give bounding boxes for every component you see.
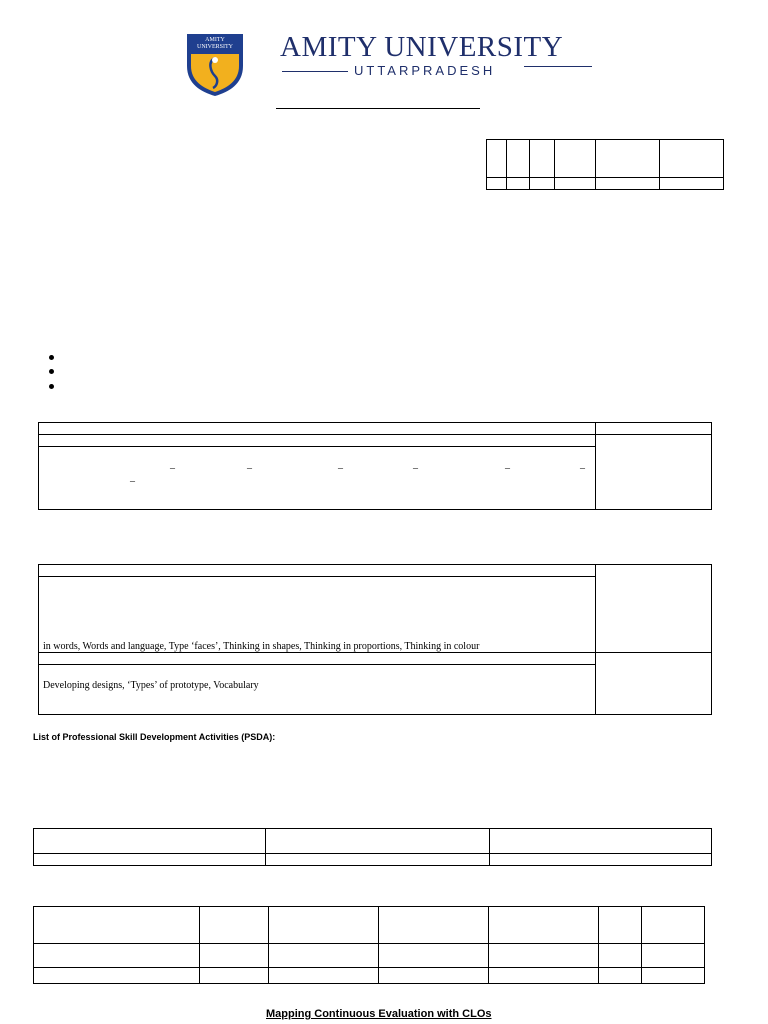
module-1-dash-1: _ bbox=[170, 459, 175, 470]
module-table-2 bbox=[38, 564, 712, 715]
course-credit-table bbox=[486, 139, 724, 190]
assessment-table-2 bbox=[33, 906, 705, 984]
module-3-topics: Developing designs, ‘Types’ of prototype, Vocabulary bbox=[43, 680, 259, 691]
campus-name: UTTARPRADESH bbox=[354, 63, 496, 78]
mapping-heading: Mapping Continuous Evaluation with CLOs bbox=[266, 1008, 492, 1020]
bullet-2 bbox=[49, 369, 54, 374]
module-table-1 bbox=[38, 422, 712, 510]
module-1-dash-3: _ bbox=[338, 459, 343, 470]
module-2-topics: in words, Words and language, Type ‘faces’, Thinking in shapes, Thinking in proportions, Thinking in colour bbox=[43, 641, 480, 652]
crest-logo-text: AMITY UNIVERSITY bbox=[197, 37, 233, 50]
university-name: AMITY UNIVERSITY bbox=[280, 31, 564, 63]
title-rule-right bbox=[524, 66, 592, 67]
psda-heading: List of Professional Skill Development Activities (PSDA): bbox=[33, 732, 276, 742]
bullet-1 bbox=[49, 355, 54, 360]
module-1-dash-7: _ bbox=[130, 472, 135, 483]
assessment-table-1 bbox=[33, 828, 712, 866]
module-1-dash-6: _ bbox=[580, 459, 585, 470]
module-1-dash-5: _ bbox=[505, 459, 510, 470]
module-1-dash-2: _ bbox=[247, 459, 252, 470]
module-1-dash-4: _ bbox=[413, 459, 418, 470]
title-rule-left bbox=[282, 71, 348, 72]
title-underline bbox=[276, 108, 480, 109]
bullet-3 bbox=[49, 384, 54, 389]
